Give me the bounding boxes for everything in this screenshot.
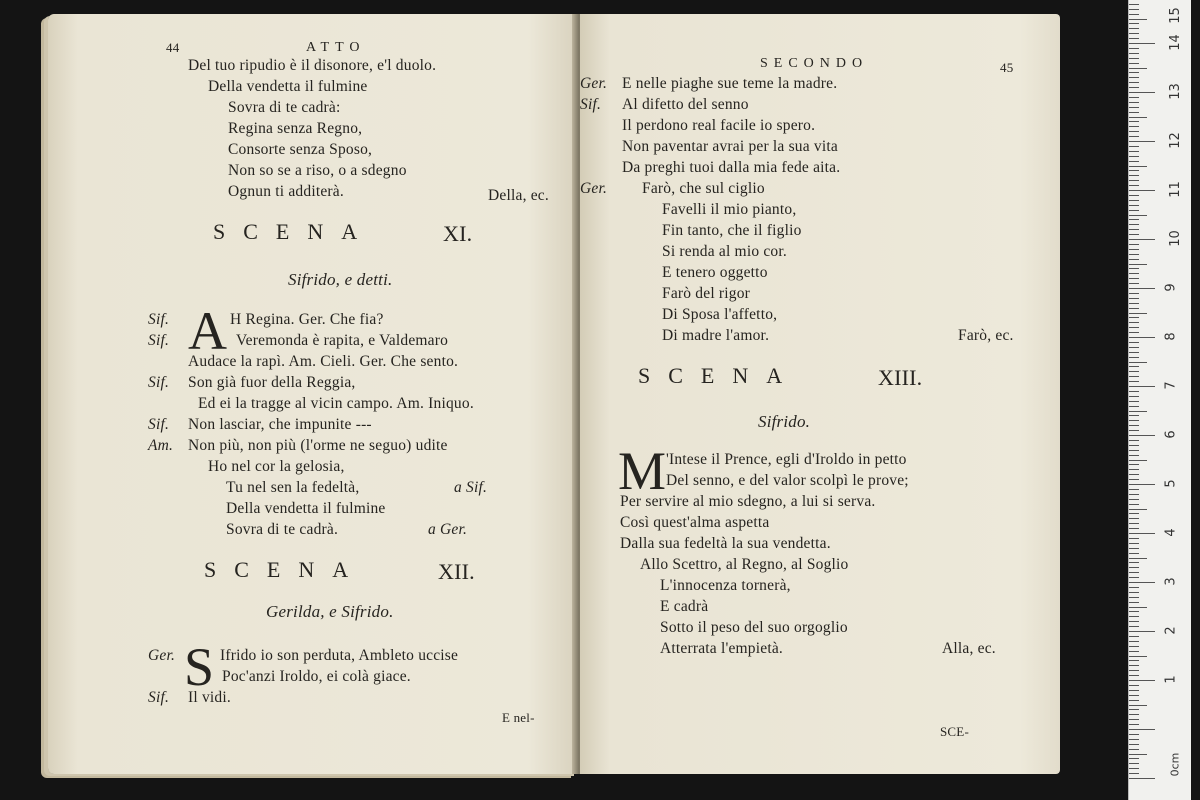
ruler-tick xyxy=(1129,700,1139,701)
right-page xyxy=(580,14,1060,774)
ruler-tick xyxy=(1129,131,1139,132)
ruler-tick xyxy=(1129,126,1139,127)
ruler-tick xyxy=(1129,705,1147,706)
ruler-tick xyxy=(1129,347,1139,348)
ruler-mark: 7 xyxy=(1163,381,1179,390)
ruler-tick xyxy=(1129,234,1139,235)
ruler-tick xyxy=(1129,210,1139,211)
dialogue-line: Ifrido io son perduta, Ambleto uccise xyxy=(220,647,459,664)
ruler-tick xyxy=(1129,479,1139,480)
catchword: E nel- xyxy=(502,710,535,725)
dialogue-line: Di madre l'amor. xyxy=(662,327,770,344)
verse-line: Così quest'alma aspetta xyxy=(620,514,770,531)
ruler-tick xyxy=(1129,38,1139,39)
ruler-tick xyxy=(1129,332,1139,333)
ruler-tick xyxy=(1129,616,1139,617)
ruler-mark: 13 xyxy=(1167,83,1183,100)
ruler-tick xyxy=(1129,136,1139,137)
ruler-tick xyxy=(1129,582,1155,583)
ruler-tick xyxy=(1129,695,1139,696)
stage-aside: a Sif. xyxy=(454,479,488,496)
ruler-tick xyxy=(1129,376,1139,377)
ruler-tick xyxy=(1129,180,1139,181)
speaker-label: Ger. xyxy=(580,180,608,197)
dialogue-line: Farò, che sul ciglio xyxy=(642,180,765,197)
ruler-mark: 12 xyxy=(1167,132,1183,149)
ruler-tick xyxy=(1129,744,1139,745)
ruler-tick xyxy=(1129,161,1139,162)
ruler-tick xyxy=(1129,621,1139,622)
ruler-tick xyxy=(1129,117,1147,118)
ruler-tick xyxy=(1129,337,1155,338)
speaker-label: Ger. xyxy=(580,75,608,92)
ruler-tick xyxy=(1129,200,1139,201)
ruler-tick xyxy=(1129,82,1139,83)
ruler-tick xyxy=(1129,53,1139,54)
scene-characters: Gerilda, e Sifrido. xyxy=(266,602,394,621)
dialogue-line: Sovra di te cadrà. xyxy=(226,521,339,538)
drop-cap: S xyxy=(184,637,215,697)
dialogue-line: H Regina. Ger. Che fia? xyxy=(230,311,384,328)
ruler-tick xyxy=(1129,43,1155,44)
ruler-tick xyxy=(1129,219,1139,220)
speaker-label: Sif. xyxy=(148,416,170,433)
ruler-tick xyxy=(1129,758,1139,759)
ruler-tick xyxy=(1129,665,1139,666)
ruler-tick xyxy=(1129,494,1139,495)
dialogue-line: Si renda al mio cor. xyxy=(662,243,787,260)
ruler-tick xyxy=(1129,425,1139,426)
ruler-tick xyxy=(1129,499,1139,500)
ruler-tick xyxy=(1129,63,1139,64)
ruler-tick xyxy=(1129,754,1147,755)
drop-cap: M xyxy=(618,441,667,501)
verse-line: Sotto il peso del suo orgoglio xyxy=(660,619,848,636)
measurement-ruler xyxy=(1128,0,1191,800)
ruler-tick xyxy=(1129,288,1155,289)
speaker-label: Sif. xyxy=(580,96,602,113)
ruler-tick xyxy=(1129,602,1139,603)
dialogue-line: Favelli il mio pianto, xyxy=(662,201,797,218)
ruler-tick xyxy=(1129,773,1139,774)
dialogue-line: Non lasciar, che impunite --- xyxy=(188,416,372,433)
ruler-tick xyxy=(1129,464,1139,465)
ruler-tick xyxy=(1129,763,1139,764)
ruler-tick xyxy=(1129,151,1139,152)
ruler-tick xyxy=(1129,185,1139,186)
verse-line: Per servire al mio sdegno, a lui si serva. xyxy=(620,493,876,510)
dialogue-line: Il vidi. xyxy=(188,689,231,706)
ruler-tick xyxy=(1129,685,1139,686)
ruler-tick xyxy=(1129,254,1139,255)
ruler-tick xyxy=(1129,215,1147,216)
scene-number: XI. xyxy=(443,221,473,246)
ruler-tick xyxy=(1129,680,1155,681)
verse-line: Consorte senza Sposo, xyxy=(228,141,373,158)
ruler-tick xyxy=(1129,641,1139,642)
ruler-tick xyxy=(1129,455,1139,456)
ruler-tick xyxy=(1129,156,1139,157)
ruler-tick xyxy=(1129,19,1147,20)
ruler-tick xyxy=(1129,396,1139,397)
dialogue-line: Poc'anzi Iroldo, ei colà giace. xyxy=(222,668,411,685)
ruler-mark: 9 xyxy=(1163,283,1179,292)
refrain-cue: Della, ec. xyxy=(488,187,549,204)
ruler-tick xyxy=(1129,651,1139,652)
speaker-label: Sif. xyxy=(148,689,170,706)
ruler-tick xyxy=(1129,469,1139,470)
refrain-cue: Farò, ec. xyxy=(958,327,1014,344)
ruler-tick xyxy=(1129,607,1147,608)
verse-line: Ognun ti additerà. xyxy=(228,183,344,200)
ruler-tick xyxy=(1129,112,1139,113)
ruler-tick xyxy=(1129,553,1139,554)
ruler-tick xyxy=(1129,587,1139,588)
dialogue-line: Ho nel cor la gelosia, xyxy=(208,458,345,475)
dialogue-line: Veremonda è rapita, e Valdemaro xyxy=(236,332,449,349)
ruler-tick xyxy=(1129,303,1139,304)
ruler-tick xyxy=(1129,597,1139,598)
ruler-tick xyxy=(1129,141,1155,142)
ruler-mark: 1 xyxy=(1163,675,1179,684)
ruler-tick xyxy=(1129,460,1147,461)
ruler-mark: 5 xyxy=(1163,479,1179,488)
ruler-mark: 6 xyxy=(1163,430,1179,439)
ruler-tick xyxy=(1129,577,1139,578)
ruler-tick xyxy=(1129,283,1139,284)
ruler-tick xyxy=(1129,548,1139,549)
refrain-cue: Alla, ec. xyxy=(942,640,996,657)
ruler-tick xyxy=(1129,224,1139,225)
ruler-tick xyxy=(1129,175,1139,176)
verse-line: Atterrata l'empietà. xyxy=(660,640,783,657)
ruler-tick xyxy=(1129,77,1139,78)
ruler-tick xyxy=(1129,558,1147,559)
scene-heading: SCENA xyxy=(213,219,376,244)
ruler-tick xyxy=(1129,342,1139,343)
ruler-tick xyxy=(1129,430,1139,431)
ruler-tick xyxy=(1129,484,1155,485)
ruler-tick xyxy=(1129,675,1139,676)
left-running-head: ATTO xyxy=(306,40,366,55)
verse-line: Allo Scettro, al Regno, al Soglio xyxy=(640,556,849,573)
ruler-tick xyxy=(1129,268,1139,269)
ruler-tick xyxy=(1129,592,1139,593)
drop-cap: A xyxy=(188,301,227,361)
ruler-tick xyxy=(1129,489,1139,490)
ruler-tick xyxy=(1129,435,1155,436)
ruler-tick xyxy=(1129,259,1139,260)
verse-line: E cadrà xyxy=(660,598,709,615)
ruler-tick xyxy=(1129,72,1139,73)
speaker-label: Sif. xyxy=(148,374,170,391)
ruler-tick xyxy=(1129,107,1139,108)
ruler-tick xyxy=(1129,670,1139,671)
ruler-tick xyxy=(1129,567,1139,568)
ruler-tick xyxy=(1129,298,1139,299)
ruler-tick xyxy=(1129,357,1139,358)
ruler-tick xyxy=(1129,14,1139,15)
ruler-tick xyxy=(1129,518,1139,519)
ruler-tick xyxy=(1129,229,1139,230)
ruler-tick xyxy=(1129,28,1139,29)
ruler-tick xyxy=(1129,533,1155,534)
ruler-tick xyxy=(1129,87,1139,88)
ruler-tick xyxy=(1129,420,1139,421)
ruler-mark: 3 xyxy=(1163,577,1179,586)
ruler-tick xyxy=(1129,366,1139,367)
verse-line: Della vendetta il fulmine xyxy=(208,78,368,95)
ruler-tick xyxy=(1129,415,1139,416)
ruler-tick xyxy=(1129,626,1139,627)
scene-characters: Sifrido, e detti. xyxy=(288,270,393,289)
ruler-tick xyxy=(1129,97,1139,98)
ruler-tick xyxy=(1129,572,1139,573)
dialogue-line: Son già fuor della Reggia, xyxy=(188,374,356,391)
dialogue-line: Al difetto del senno xyxy=(622,96,749,113)
right-running-head: SECONDO xyxy=(760,56,869,71)
ruler-tick xyxy=(1129,513,1139,514)
ruler-tick xyxy=(1129,401,1139,402)
ruler-tick xyxy=(1129,371,1139,372)
ruler-tick xyxy=(1129,538,1139,539)
ruler-tick xyxy=(1129,440,1139,441)
ruler-tick xyxy=(1129,352,1139,353)
ruler-tick xyxy=(1129,656,1147,657)
verse-line: Del senno, e del valor scolpì le prove; xyxy=(666,472,909,489)
verse-line: 'Intese il Prence, egli d'Iroldo in petto xyxy=(666,451,907,468)
ruler-tick xyxy=(1129,166,1147,167)
ruler-tick xyxy=(1129,523,1139,524)
speaker-label: Sif. xyxy=(148,332,170,349)
ruler-mark: 15 xyxy=(1167,7,1183,24)
ruler-tick xyxy=(1129,562,1139,563)
scene-number: XII. xyxy=(438,559,475,584)
ruler-tick xyxy=(1129,509,1147,510)
ruler-tick xyxy=(1129,445,1139,446)
ruler-tick xyxy=(1129,381,1139,382)
ruler-tick xyxy=(1129,391,1139,392)
ruler-tick xyxy=(1129,327,1139,328)
ruler-tick xyxy=(1129,170,1139,171)
dialogue-line: Non più, non più (l'orme ne seguo) udite xyxy=(188,437,448,454)
ruler-tick xyxy=(1129,146,1139,147)
verse-line: Regina senza Regno, xyxy=(228,120,363,137)
dialogue-line: E nelle piaghe sue teme la madre. xyxy=(622,75,838,92)
ruler-tick xyxy=(1129,317,1139,318)
ruler-tick xyxy=(1129,68,1147,69)
ruler-tick xyxy=(1129,48,1139,49)
ruler-tick xyxy=(1129,724,1139,725)
ruler-tick xyxy=(1129,719,1139,720)
dialogue-line: Non paventar avrai per la sua vita xyxy=(622,138,838,155)
ruler-tick xyxy=(1129,249,1139,250)
ruler-tick xyxy=(1129,9,1139,10)
ruler-tick xyxy=(1129,121,1139,122)
stage-aside: a Ger. xyxy=(428,521,468,538)
left-page xyxy=(48,14,578,774)
dialogue-line: Fin tanto, che il figlio xyxy=(662,222,802,239)
ruler-tick xyxy=(1129,690,1139,691)
ruler-tick xyxy=(1129,729,1155,730)
ruler-tick xyxy=(1129,205,1139,206)
ruler-mark: 2 xyxy=(1163,626,1179,635)
ruler-tick xyxy=(1129,778,1155,779)
ruler-tick xyxy=(1129,33,1139,34)
catchword: SCE- xyxy=(940,724,969,739)
dialogue-line: Il perdono real facile io spero. xyxy=(622,117,816,134)
ruler-tick xyxy=(1129,631,1155,632)
scene-characters: Sifrido. xyxy=(758,412,811,431)
verse-line: L'innocenza tornerà, xyxy=(660,577,791,594)
right-page-number: 45 xyxy=(1000,60,1014,75)
ruler-tick xyxy=(1129,734,1139,735)
ruler-tick xyxy=(1129,23,1139,24)
ruler-tick xyxy=(1129,411,1147,412)
speaker-label: Ger. xyxy=(148,647,176,664)
ruler-tick xyxy=(1129,4,1139,5)
ruler-tick xyxy=(1129,660,1139,661)
ruler-tick xyxy=(1129,195,1139,196)
dialogue-line: Della vendetta il fulmine xyxy=(226,500,386,517)
ruler-tick xyxy=(1129,362,1147,363)
scene-number: XIII. xyxy=(878,365,923,390)
ruler-tick xyxy=(1129,739,1139,740)
ruler-mark: 10 xyxy=(1167,230,1183,247)
ruler-tick xyxy=(1129,264,1147,265)
ruler-tick xyxy=(1129,102,1139,103)
ruler-tick xyxy=(1129,92,1155,93)
ruler-tick xyxy=(1129,239,1155,240)
verse-line: Del tuo ripudio è il disonore, e'l duolo. xyxy=(188,57,437,74)
ruler-tick xyxy=(1129,528,1139,529)
ruler-tick xyxy=(1129,313,1147,314)
verse-line: Non so se a riso, o a sdegno xyxy=(228,162,407,179)
ruler-unit-label: 0cm xyxy=(1168,752,1182,777)
ruler-tick xyxy=(1129,308,1139,309)
ruler-tick xyxy=(1129,474,1139,475)
speaker-label: Sif. xyxy=(148,311,170,328)
ruler-tick xyxy=(1129,273,1139,274)
scene-heading: SCENA xyxy=(638,363,801,388)
speaker-label: Am. xyxy=(148,437,174,454)
left-page-number: 44 xyxy=(166,40,180,55)
ruler-mark: 4 xyxy=(1163,528,1179,537)
dialogue-line: Audace la rapì. Am. Cieli. Ger. Che sento. xyxy=(188,353,459,370)
ruler-tick xyxy=(1129,386,1155,387)
open-book xyxy=(40,14,1070,780)
ruler-tick xyxy=(1129,322,1139,323)
dialogue-line: Farò del rigor xyxy=(662,285,751,302)
dialogue-line: Ed ei la tragge al vicin campo. Am. Iniquo. xyxy=(198,395,474,412)
ruler-tick xyxy=(1129,293,1139,294)
ruler-tick xyxy=(1129,709,1139,710)
ruler-mark: 11 xyxy=(1167,181,1183,198)
ruler-tick xyxy=(1129,646,1139,647)
ruler-mark: 8 xyxy=(1163,332,1179,341)
ruler-tick xyxy=(1129,244,1139,245)
dialogue-line: Da preghi tuoi dalla mia fede aita. xyxy=(622,159,841,176)
dialogue-line: Tu nel sen la fedeltà, xyxy=(226,479,360,496)
ruler-tick xyxy=(1129,190,1155,191)
ruler-tick xyxy=(1129,768,1139,769)
verse-line: Sovra di te cadrà: xyxy=(228,99,341,116)
verse-line: Dalla sua fedeltà la sua vendetta. xyxy=(620,535,831,552)
dialogue-line: Di Sposa l'affetto, xyxy=(662,306,778,323)
ruler-tick xyxy=(1129,611,1139,612)
ruler-tick xyxy=(1129,58,1139,59)
ruler-tick xyxy=(1129,450,1139,451)
ruler-tick xyxy=(1129,504,1139,505)
ruler-mark: 14 xyxy=(1167,34,1183,51)
scene-heading: SCENA xyxy=(204,557,367,582)
ruler-tick xyxy=(1129,714,1139,715)
ruler-tick xyxy=(1129,636,1139,637)
dialogue-line: E tenero oggetto xyxy=(662,264,768,281)
ruler-tick xyxy=(1129,406,1139,407)
ruler-tick xyxy=(1129,278,1139,279)
ruler-tick xyxy=(1129,543,1139,544)
ruler-tick xyxy=(1129,749,1139,750)
